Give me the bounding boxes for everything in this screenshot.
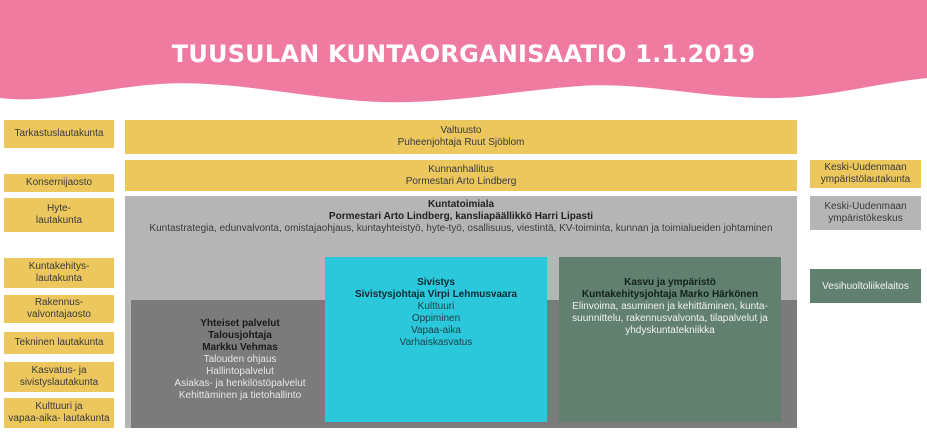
unit-label: Keski-Uudenmaan ympäristölautakunta xyxy=(820,162,911,185)
board-konsernijaosto xyxy=(4,174,114,192)
kuntatoimiala-title: Kuntatoimiala xyxy=(427,199,495,210)
kuntatoimiala-leaders: Pormestari Arto Lindberg, kansliapäällikkö Harri Lipasti xyxy=(328,211,594,222)
kunnanhallitus-chair: Pormestari Arto Lindberg xyxy=(405,175,517,187)
kasvu-description: Elinvoima, asuminen ja kehittäminen, kunta- suunnittelu, rakennusvalvonta, tilapalvelut ja yhdyskuntatekniikka xyxy=(572,301,768,336)
kasvu-ymparisto-box xyxy=(559,257,781,422)
board-rakennusvalvonta xyxy=(4,295,114,323)
kunnanhallitus-box xyxy=(125,160,797,191)
board-kuntakehitys xyxy=(4,258,114,288)
keski-uudenmaan-ymparistokeskus xyxy=(810,196,921,230)
sivistys-leader: Sivistysjohtaja Virpi Lehmusvaara xyxy=(354,289,518,300)
sivistys-title: Sivistys xyxy=(417,277,455,288)
kunnanhallitus-title: Kunnanhallitus xyxy=(428,163,494,175)
board-label: Kuntakehitys- lautakunta xyxy=(28,261,90,284)
yhteiset-item: Talouden ohjaus xyxy=(203,354,277,365)
page-title: TUUSULAN KUNTAORGANISAATIO 1.1.2019 xyxy=(171,40,756,68)
keski-uudenmaan-ymparistolautakunta xyxy=(810,160,921,188)
yhteiset-palvelut-box xyxy=(150,318,330,402)
yhteiset-title: Yhteiset palvelut xyxy=(200,318,280,329)
board-label: Rakennus- valvontajaosto xyxy=(27,297,91,320)
board-label: Hyte- lautakunta xyxy=(35,203,83,226)
board-label: Kasvatus- ja sivistyslautakunta xyxy=(19,365,99,388)
sivistys-item: Vapaa-aika xyxy=(411,325,461,336)
yhteiset-role: Talousjohtaja xyxy=(208,330,272,341)
board-hyte xyxy=(4,198,114,232)
board-tarkastuslautakunta xyxy=(4,120,114,148)
yhteiset-item: Asiakas- ja henkilöstöpalvelut xyxy=(174,378,306,389)
board-kasvatus-sivistys xyxy=(4,362,114,392)
kasvu-title: Kasvu ja ympäristö xyxy=(624,277,716,288)
sivistys-item: Oppiminen xyxy=(411,313,461,324)
sivistys-item: Kulttuuri xyxy=(417,301,455,312)
board-tekninen xyxy=(4,332,114,354)
board-label: Tekninen lautakunta xyxy=(14,337,104,348)
unit-label: Vesihuoltoliikelaitos xyxy=(822,280,909,292)
valtuusto-chair: Puheenjohtaja Ruut Sjöblom xyxy=(397,137,525,148)
yhteiset-name: Markku Vehmas xyxy=(202,342,278,353)
sivistys-box xyxy=(325,257,547,422)
board-kulttuuri-vapaa-aika xyxy=(4,398,114,428)
kasvu-leader: Kuntakehitysjohtaja Marko Härkönen xyxy=(581,289,759,300)
kuntatoimiala-tasks: Kuntastrategia, edunvalvonta, omistajaohjaus, kuntayhteistyö, hyte-työ, osallisuus, viestintä, KV-toiminta, kunnan ja toimialueiden johtaminen xyxy=(149,223,773,234)
yhteiset-item: Kehittäminen ja tietohallinto xyxy=(178,390,302,401)
vesihuoltoliikelaitos xyxy=(810,269,921,303)
unit-label: Keski-Uudenmaan ympäristökeskus xyxy=(824,201,907,224)
yhteiset-item: Hallintopalvelut xyxy=(206,366,274,377)
valtuusto-title: Valtuusto xyxy=(440,125,482,136)
board-label: Konsernijaosto xyxy=(25,177,93,188)
board-label: Kulttuuri ja vapaa-aika- lautakunta xyxy=(8,401,110,424)
board-label: Tarkastuslautakunta xyxy=(14,128,104,139)
sivistys-item: Varhaiskasvatus xyxy=(399,337,473,348)
kuntatoimiala-header xyxy=(125,199,797,235)
valtuusto-box xyxy=(125,120,797,154)
